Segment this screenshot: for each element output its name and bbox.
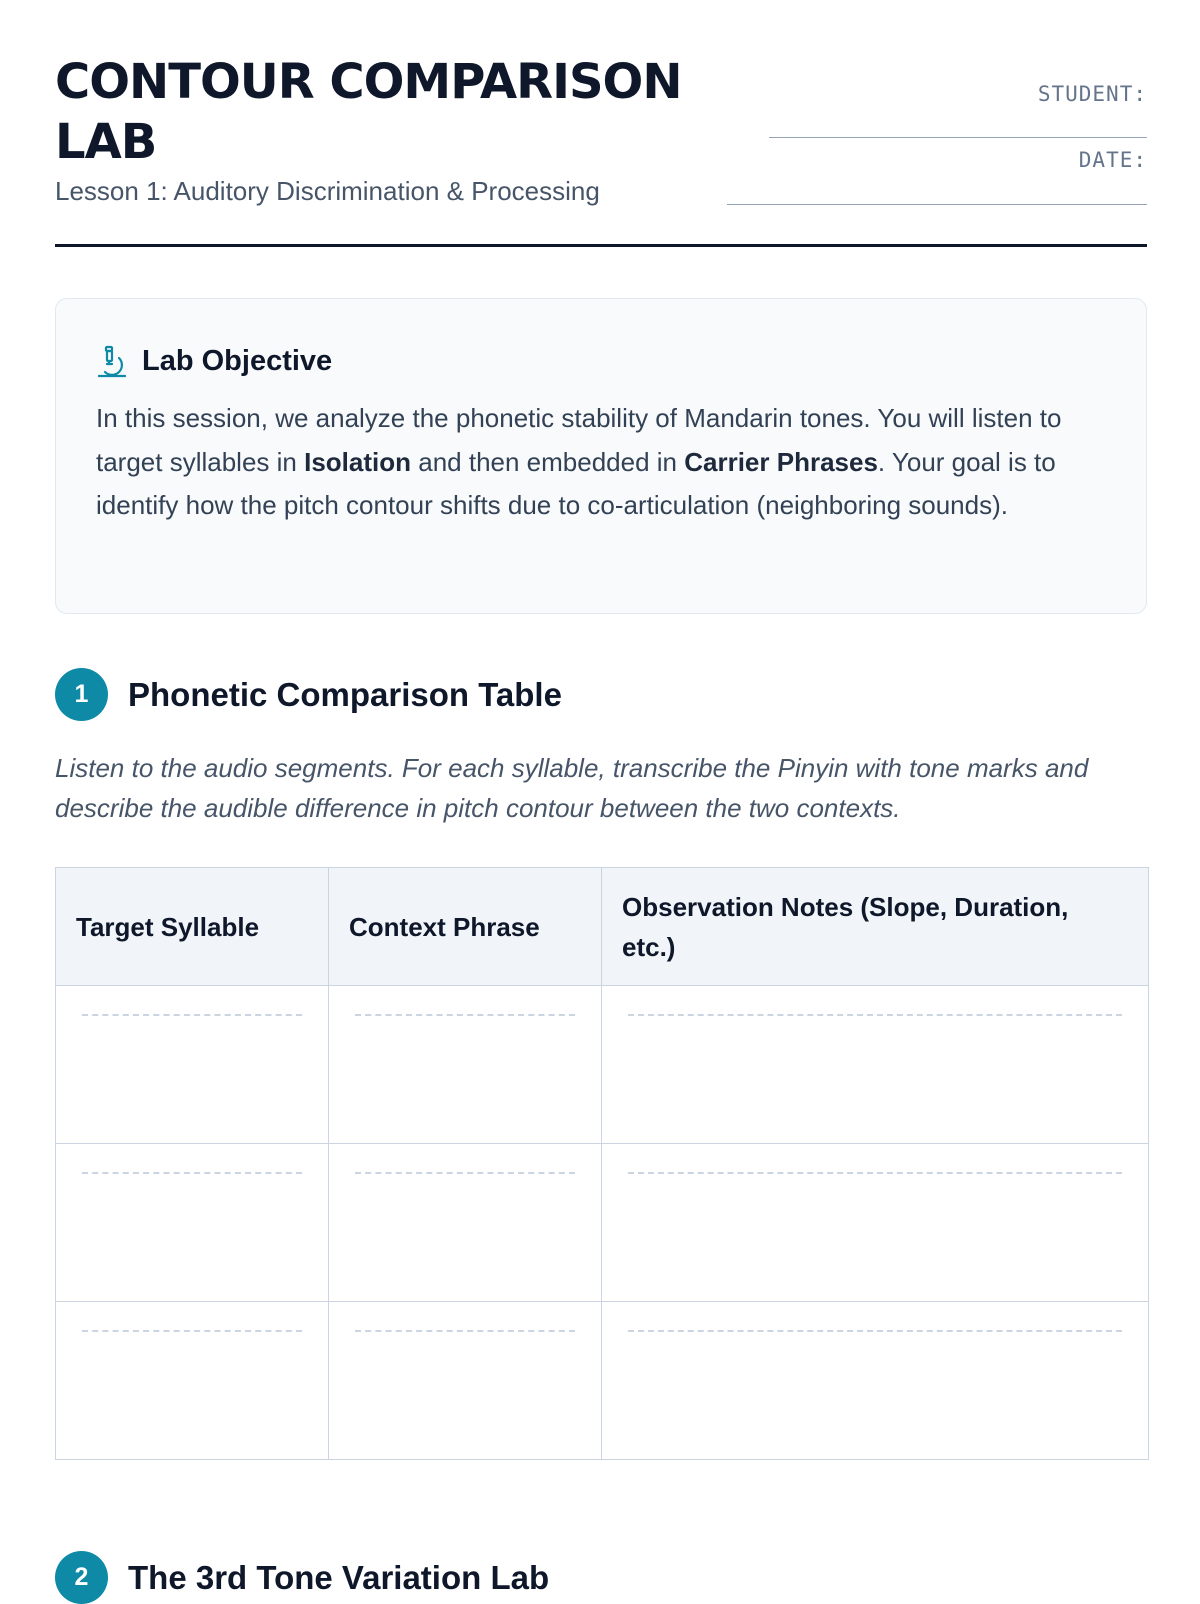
objective-text-part: and then embedded in <box>411 446 685 477</box>
write-line <box>628 1330 1122 1332</box>
table-header-row <box>56 868 1149 986</box>
column-header: Context Phrase <box>329 868 602 986</box>
objective-emphasis-isolation: Isolation <box>304 446 412 477</box>
write-line <box>355 1330 575 1332</box>
target-syllable-cell[interactable] <box>56 986 329 1144</box>
write-line <box>628 1014 1122 1016</box>
section-1-heading <box>55 668 562 721</box>
objective-heading <box>96 343 1106 379</box>
write-line <box>82 1330 302 1332</box>
page-title: CONTOUR COMPARISON LAB <box>55 54 682 170</box>
section-title: The 3rd Tone Variation Lab <box>128 1558 550 1596</box>
column-header: Observation Notes (Slope, Duration, etc.) <box>602 868 1149 986</box>
student-name-field[interactable] <box>769 137 1147 138</box>
target-syllable-cell[interactable] <box>56 1144 329 1302</box>
context-phrase-cell[interactable] <box>329 1144 602 1302</box>
worksheet-page <box>55 0 1147 1596</box>
student-label: STUDENT: <box>1037 82 1147 106</box>
section-number-badge: 2 <box>55 1551 108 1604</box>
phonetic-comparison-table <box>55 867 1149 1460</box>
observation-notes-cell[interactable] <box>602 986 1149 1144</box>
write-line <box>82 1014 302 1016</box>
objective-emphasis-carrier-phrases: Carrier Phrases <box>684 446 878 477</box>
observation-notes-cell[interactable] <box>602 1302 1149 1460</box>
objective-text <box>96 397 1106 528</box>
context-phrase-cell[interactable] <box>329 1302 602 1460</box>
objective-text-part: . Your goal is to identify how the pitch contour shifts due to co-articulation (neighboring sounds). <box>96 446 1056 520</box>
table-row <box>56 1302 1149 1460</box>
write-line <box>82 1172 302 1174</box>
page-subtitle: Lesson 1: Auditory Discrimination & Processing <box>55 176 600 206</box>
section-1-instructions: Listen to the audio segments. For each syllable, transcribe the Pinyin with tone marks and describe the audible difference in pitch contour between the two contexts. <box>55 753 1089 823</box>
table-row <box>56 986 1149 1144</box>
date-field[interactable] <box>727 204 1147 205</box>
write-line <box>628 1172 1122 1174</box>
target-syllable-cell[interactable] <box>56 1302 329 1460</box>
section-2-heading <box>55 1551 549 1604</box>
objective-text-part: In this session, we analyze the phonetic stability of Mandarin tones. You will listen to target syllables in <box>96 403 1062 477</box>
objective-title: Lab Objective <box>142 344 333 377</box>
context-phrase-cell[interactable] <box>329 986 602 1144</box>
page-header <box>55 0 1147 247</box>
write-line <box>355 1014 575 1016</box>
microscope-icon <box>96 344 128 378</box>
section-number-badge: 1 <box>55 668 108 721</box>
column-header: Target Syllable <box>56 868 329 986</box>
section-title: Phonetic Comparison Table <box>128 675 562 713</box>
table-row <box>56 1144 1149 1302</box>
date-label: DATE: <box>1078 148 1147 172</box>
observation-notes-cell[interactable] <box>602 1144 1149 1302</box>
lab-objective-box <box>55 298 1147 614</box>
write-line <box>355 1172 575 1174</box>
